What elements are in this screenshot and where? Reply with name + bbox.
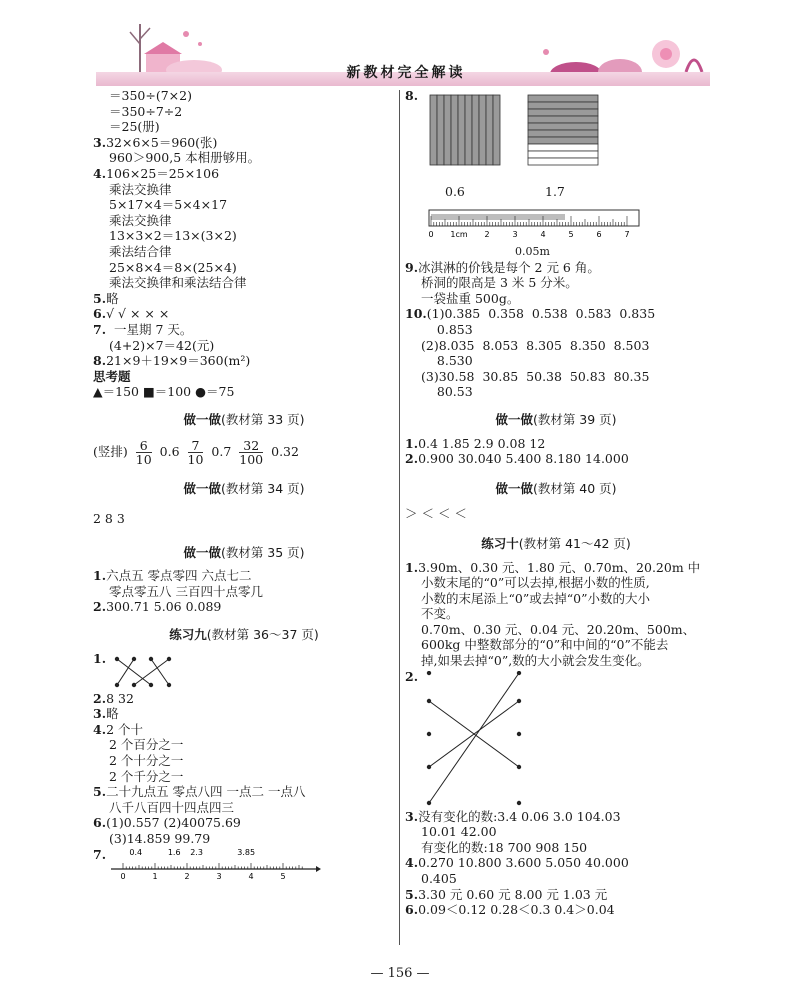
answer-line: (2)8.035 8.053 8.305 8.350 8.503 <box>421 337 650 353</box>
answer-line: (4+2)×7＝42(元) <box>109 337 215 353</box>
question-number: 1. <box>405 435 419 451</box>
answer-line: 掉,如果去掉“0”,数的大小就会发生变化。 <box>421 653 650 669</box>
answer-line: 25×8×4＝8×(25×4) <box>109 259 237 275</box>
section-title: 做一做 <box>495 411 533 427</box>
denominator: 10 <box>135 452 152 468</box>
answer-line: 略 <box>106 290 119 306</box>
grid-stripe <box>528 158 598 165</box>
section-title: 做一做 <box>183 481 221 497</box>
answer-line: 2 8 3 <box>93 511 125 527</box>
answer-line: 2 个千分之一 <box>109 768 184 784</box>
number-line-tick-label: 3 <box>216 871 222 881</box>
question-number: 10. <box>405 306 427 322</box>
section-page: (教材第 41～42 页) <box>518 535 631 551</box>
section-page: (教材第 34 页) <box>220 481 305 497</box>
answer-lead: (竖排) <box>93 444 128 460</box>
answer-line: 六点五 零点零四 六点七二 <box>106 568 252 584</box>
number-line-tick-label: 4 <box>248 871 254 881</box>
answer-line: (1)0.385 0.358 0.538 0.583 0.835 <box>426 306 656 322</box>
grid-stripe <box>472 95 479 165</box>
grid-stripe <box>528 151 598 158</box>
number-line-point-label: 1.6 <box>167 847 181 857</box>
number-line-point-label: 2.3 <box>190 847 203 857</box>
answer-value: 0.32 <box>271 444 299 460</box>
question-number: 5. <box>93 784 107 800</box>
number-line <box>111 847 321 881</box>
column-divider <box>399 90 400 945</box>
answer-line: ＝350÷7÷2 <box>109 103 183 119</box>
answer-line: 桥洞的限高是 3 米 5 分米。 <box>421 275 578 291</box>
answer-line: 10.01 42.00 <box>421 824 497 840</box>
grid-stripe <box>528 116 598 123</box>
grid-stripe <box>528 144 598 151</box>
decimal-grid-0-6 <box>429 94 501 166</box>
left-column <box>93 88 395 881</box>
question-number: 6. <box>93 815 107 831</box>
number-line-tick-label: 0 <box>120 871 126 881</box>
section-page: (教材第 40 页) <box>532 480 617 496</box>
ruler-diagram <box>427 208 645 242</box>
section-heading <box>405 536 707 552</box>
section-heading <box>405 412 707 428</box>
section-heading <box>93 627 395 643</box>
answer-line: 0.270 10.800 3.600 5.050 40.000 <box>418 855 629 871</box>
question-number: 7. <box>93 321 107 337</box>
grid-stripe <box>528 130 598 137</box>
denominator: 100 <box>239 452 264 468</box>
numerator: 32 <box>239 439 263 453</box>
question-number: 1. <box>93 650 107 666</box>
answer-line: 2 个十 <box>106 721 143 737</box>
answer-line: 小数末尾的“0”可以去掉,根据小数的性质, <box>421 575 650 591</box>
answer-line: 13×3×2＝13×(3×2) <box>109 228 237 244</box>
answer-line: 2 个十分之一 <box>109 753 184 768</box>
answer-line: 2 个百分之一 <box>109 737 184 753</box>
right-column <box>405 88 707 918</box>
section-title: 练习九 <box>169 627 207 643</box>
answer-line: ＝350÷(7×2) <box>109 88 192 103</box>
answer-value: 0.7 <box>211 444 232 460</box>
question-number: 3. <box>93 134 107 150</box>
question-number: 9. <box>405 259 419 275</box>
section-page: (教材第 39 页) <box>532 411 617 427</box>
numerator: 6 <box>136 439 152 453</box>
question-number: 4. <box>93 721 107 737</box>
number-line-tick-label: 1 <box>152 871 158 881</box>
answer-line: 不变。 <box>421 606 459 622</box>
answer-line: 略 <box>106 706 119 722</box>
answer-line: 一袋盐重 500g。 <box>421 290 520 306</box>
question-number: 7. <box>93 846 107 862</box>
grid-stripe <box>458 95 465 165</box>
number-line-arrow-icon <box>316 866 321 872</box>
grid-stripe <box>430 95 437 165</box>
fraction <box>239 439 263 466</box>
answer-line: 小数的末尾添上“0”或去掉“0”小数的大小 <box>421 590 650 606</box>
answer-line: 0.09＜0.12 0.28＜0.3 0.4＞0.04 <box>418 902 615 918</box>
answer-line: (3)30.58 30.85 50.38 50.83 80.35 <box>421 368 650 384</box>
answer-line: 一星期 7 天。 <box>114 321 193 337</box>
ruler-caption: 0.05m <box>515 245 550 258</box>
ruler-tick-label: 0 <box>428 230 434 239</box>
number-line-tick-label: 5 <box>280 871 286 881</box>
answer-line: 0.405 <box>421 871 457 887</box>
point-matching-diagram <box>423 671 533 807</box>
answer-line: 冰淇淋的价钱是每个 2 元 6 角。 <box>418 259 600 275</box>
decimal-grid-1-7 <box>527 94 599 166</box>
answer-line: 5×17×4＝5×4×17 <box>109 197 228 213</box>
number-line-point-label: 3.85 <box>237 847 256 857</box>
answer-line: 0.900 30.040 5.400 8.180 14.000 <box>418 451 629 467</box>
grid-stripe <box>528 123 598 130</box>
grid-stripe <box>486 95 493 165</box>
section-title: 练习十 <box>481 535 519 551</box>
answer-line: 乘法交换律和乘法结合律 <box>109 275 247 291</box>
answer-line: 8 32 <box>106 690 134 706</box>
ruler-tick-label: 2 <box>484 230 490 239</box>
question-number: 3. <box>405 808 419 824</box>
fraction <box>136 439 152 466</box>
answer-line: 乘法结合律 <box>109 243 172 259</box>
ruler-measured-bar <box>431 214 565 220</box>
answer-line: 0.70m、0.30 元、0.04 元、20.20m、500m、 <box>421 621 696 637</box>
question-number: 6. <box>93 306 107 322</box>
page-number: — 156 — <box>370 966 430 981</box>
matching-diagram <box>111 655 191 689</box>
question-number: 1. <box>405 559 419 575</box>
grid-stripe <box>493 95 500 165</box>
grid-stripe <box>444 95 451 165</box>
section-page: (教材第 36～37 页) <box>206 627 319 643</box>
answer-line: ＝25(册) <box>109 119 160 135</box>
answer-line: 二十九点五 零点八四 一点二 一点八 <box>106 784 306 800</box>
answer-line: 乘法交换律 <box>109 212 172 228</box>
grid-caption: 1.7 <box>545 184 565 199</box>
answer-line: 有变化的数:18 700 908 150 <box>421 839 588 855</box>
question-number: 5. <box>93 290 107 306</box>
ruler-tick-label: 7 <box>624 230 630 239</box>
number-line-tick-label: 2 <box>184 871 190 881</box>
answer-line: 80.53 <box>421 384 473 400</box>
page-title: 新教材完全解读 <box>346 65 466 81</box>
question-number: 4. <box>93 165 107 181</box>
grid-stripe <box>528 102 598 109</box>
section-heading <box>93 412 395 428</box>
grid-stripe <box>528 109 598 116</box>
question-number: 2. <box>93 690 107 706</box>
answer-line: 3.30 元 0.60 元 8.00 元 1.03 元 <box>418 886 608 902</box>
section-heading <box>93 545 395 561</box>
question-number: 2. <box>405 451 419 467</box>
answer-line: 600kg 中整数部分的“0”和中间的“0”不能去 <box>421 637 669 653</box>
ruler-tick-label: 6 <box>596 230 602 239</box>
answer-line: 21×9＋19×9＝360(m²) <box>106 353 251 369</box>
answer-line: 106×25＝25×106 <box>106 165 220 181</box>
answer-line: 960＞900,5 本相册够用。 <box>109 150 261 166</box>
section-title: 做一做 <box>183 411 221 427</box>
grid-stripe <box>437 95 444 165</box>
answer-line: 乘法交换律 <box>109 181 172 197</box>
question-number: 6. <box>405 902 419 918</box>
answer-line: 八千八百四十四点四三 <box>109 799 235 815</box>
grid-caption: 0.6 <box>445 184 465 199</box>
answer-line: ▲＝150 ■＝100 ●＝75 <box>93 384 235 400</box>
question-number: 2. <box>405 668 419 684</box>
question-number: 3. <box>93 706 107 722</box>
question-number: 8. <box>405 88 419 103</box>
answer-line: 没有变化的数:3.4 0.06 3.0 104.03 <box>418 808 621 824</box>
section-title: 做一做 <box>495 480 533 496</box>
answer-line: (1)0.557 (2)40075.69 <box>106 815 241 831</box>
answer-line: 8.530 <box>421 353 473 369</box>
answer-line: 0.853 <box>421 321 473 337</box>
page-header <box>96 14 710 88</box>
grid-stripe <box>528 137 598 144</box>
section-page: (教材第 33 页) <box>220 411 305 427</box>
grid-stripe <box>479 95 486 165</box>
section-title: 做一做 <box>183 544 221 560</box>
grid-stripe <box>465 95 472 165</box>
fraction <box>188 439 204 466</box>
ruler-tick-label: 3 <box>512 230 518 239</box>
answer-line: 3.90m、0.30 元、1.80 元、0.70m、20.20m 中 <box>418 559 701 575</box>
grid-stripe <box>528 95 598 102</box>
ruler-tick-label: 4 <box>540 230 546 239</box>
question-number: 5. <box>405 886 419 902</box>
question-number: 1. <box>93 568 107 584</box>
answer-line: ＞ ＜ ＜ ＜ <box>405 506 467 522</box>
answer-line: (3)14.859 99.79 <box>109 830 211 846</box>
question-number: 4. <box>405 855 419 871</box>
answer-line: 300.71 5.06 0.089 <box>106 599 222 615</box>
denominator: 10 <box>187 452 204 468</box>
number-line-point-label: 0.4 <box>129 847 143 857</box>
question-number: 2. <box>93 599 107 615</box>
answer-value: 0.6 <box>159 444 180 460</box>
ruler-tick-label: 1cm <box>450 230 468 239</box>
answer-line: 零点零五八 三百四十点零几 <box>109 583 263 599</box>
numerator: 7 <box>188 439 204 453</box>
section-heading <box>405 481 707 497</box>
question-number: 8. <box>93 353 107 369</box>
section-page: (教材第 35 页) <box>220 544 305 560</box>
section-heading <box>93 481 395 497</box>
answer-line: 0.4 1.85 2.9 0.08 12 <box>418 435 546 451</box>
answer-line: √ √ × × × <box>106 306 170 322</box>
answer-line: 32×6×5＝960(张) <box>106 134 218 150</box>
ruler-tick-label: 5 <box>568 230 574 239</box>
section-heading: 思考题 <box>93 368 131 384</box>
grid-stripe <box>451 95 458 165</box>
